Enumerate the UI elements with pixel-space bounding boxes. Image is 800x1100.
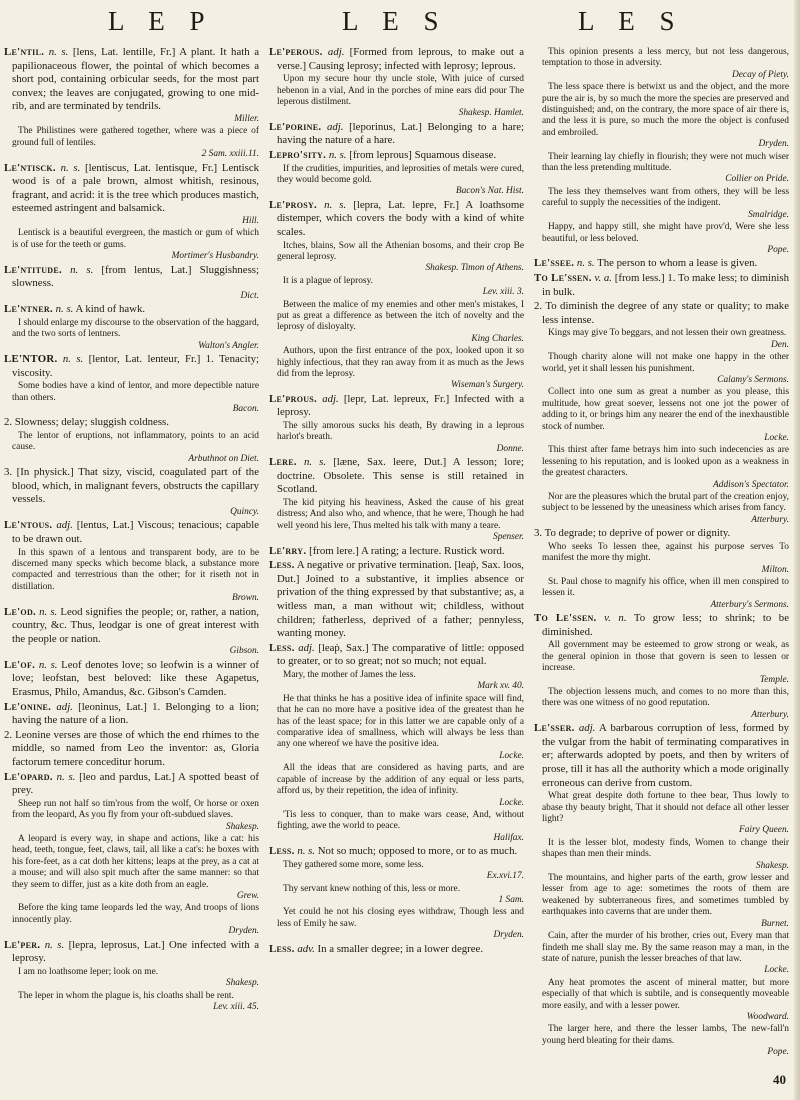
dictionary-entry — [4, 939, 259, 990]
entry-source: Bacon. — [232, 404, 259, 414]
entry-quotation: He that thinks he has a positive idea of infinite space will find, that he can no more have a positive idea of the greatest than he has of the least space; for in this latter we are capable only of a comparative idea of smallness, which will always be less than any one whereof we have the positive idea. — [277, 693, 524, 750]
entry-part-of-speech: adv. — [297, 942, 315, 955]
dictionary-entry — [269, 559, 524, 641]
entry-source: Milton. — [761, 564, 789, 575]
entry-headword: Le'prosy. — [269, 198, 318, 211]
dictionary-entry — [269, 884, 524, 907]
entry-source: Walton's Angler. — [198, 340, 259, 351]
entry-headword: Less. — [269, 942, 295, 955]
entry-etymology: [lentor, Lat. lenteur, Fr.] — [88, 353, 201, 365]
running-header — [0, 6, 800, 40]
entry-quotation: Mary, the mother of James the less. — [283, 670, 416, 681]
entry-headword: Le'ntous. — [4, 519, 53, 532]
dictionary-entry — [4, 606, 259, 658]
dictionary-entry — [534, 257, 789, 271]
entry-headword: Le'ntitude. — [4, 263, 62, 276]
entry-source: Shakesp. — [225, 821, 259, 832]
entry-part-of-speech: n. s. — [39, 605, 58, 618]
dictionary-entry — [4, 659, 259, 700]
dictionary-entry — [534, 873, 789, 930]
entry-part-of-speech: n. s. — [56, 770, 76, 783]
entry-etymology: [from lere.] — [309, 544, 359, 557]
entry-source: Atterbury. — [751, 514, 789, 525]
entry-part-of-speech: v. n. — [604, 612, 627, 625]
entry-etymology: [lepr, Lat. lepreux, Fr.] — [343, 392, 450, 405]
entry-definition: 1. Belonging to a lion; having the nature of a lion. — [12, 700, 259, 727]
entry-source: Atterbury. — [751, 709, 789, 720]
entry-definition: 1. Tenacity; viscosity. — [12, 353, 259, 379]
entry-quotation: All the ideas that are considered as having parts, and are capable of increase by the addition of any equal or less parts, afford us, by their repetition, the idea of infinity. — [277, 763, 524, 797]
entry-source: Miller. — [234, 113, 259, 124]
entry-part-of-speech: n. s. — [48, 46, 69, 58]
entry-part-of-speech: adj. — [578, 722, 596, 735]
entry-quotation: Itches, blains, Sow all the Athenian bosoms, and their crop Be general leprosy. — [277, 240, 524, 262]
dictionary-entry — [269, 276, 524, 299]
entry-definition: Not so much; opposed to more, or to as much. — [317, 845, 518, 858]
entry-part-of-speech: n. s. — [328, 149, 347, 161]
entry-quotation: Collect into one sum as great a number as you please, this multitude, how great soever, lessens not one jot the power of adding to it, or brings him any nearer the end of the inexhaustible stock of number. — [542, 387, 789, 432]
dictionary-entry — [4, 519, 259, 604]
entry-definition: Causing leprosy; infected with leprosy; leprous. — [308, 59, 516, 72]
entry-source: Spenser. — [493, 532, 524, 543]
entry-part-of-speech: n. s. — [55, 303, 74, 316]
entry-definition: A spotted beast of prey. — [12, 770, 259, 797]
entry-source: Smalridge. — [748, 209, 789, 220]
entry-quotation: Authors, upon the first entrance of the pox, looked upon it so highly infectious, that they ran away from it as much as the Jews did from the leprosy. — [277, 346, 524, 380]
entry-source: Temple. — [759, 674, 789, 685]
dictionary-entry — [534, 687, 789, 721]
dictionary-entry — [269, 694, 524, 762]
entry-definition: A barbarous corruption of less, formed by the vulgar from the habit of terminating comparatives in er; afterwards adopted by poets, and then by writers of prose, till it has all the authority which a mode originally erroneous can derive from custom. — [542, 722, 789, 789]
dictionary-entry — [4, 264, 259, 303]
entry-source: 2 Sam. xxiii.11. — [201, 149, 259, 160]
entry-definition: 3. To degrade; to deprive of power or dignity. — [534, 527, 731, 540]
entry-source: Lev. xiii. 3. — [482, 287, 524, 298]
entry-quotation: A leopard is every way, in shape and actions, like a cat: his head, teeth, tongue, feet, claws, tail, all like a cat's: he boxes with his fore-feet, as a cat doth her kittens; leaps at the prey, as a cat at a mouse; and will also spit much after the same manner: so that they seem to differ, just as a kite doth from an eagle. — [12, 833, 259, 890]
dictionary-entry — [269, 642, 524, 693]
entry-part-of-speech: adj. — [56, 700, 73, 713]
entry-quotation: In this spawn of a lentous and transparent body, are to be discerned many specks which become black, a substance more compacted and terrestrious than the other; for it riseth not in distillation. — [12, 547, 259, 592]
entry-part-of-speech: adj. — [322, 392, 339, 405]
entry-source: Mark xv. 40. — [477, 681, 524, 692]
dictionary-entry — [4, 771, 259, 833]
dictionary-entry — [4, 903, 259, 937]
entry-definition: Infected with a leprosy. — [277, 392, 524, 419]
entry-quotation: Cain, after the murder of his brother, cries out, Every man that findeth me shall slay me. By the same reason may a man, in the state of nature, punish the lesser breaches of that law. — [542, 931, 789, 964]
entry-quotation: Lentisck is a beautiful evergreen, the mastich or gum of which is of use for the teeth or gums. — [12, 228, 259, 250]
dictionary-entry — [534, 978, 789, 1024]
entry-quotation: Their learning lay chiefly in flourish; they were not much wiser than the less pretending multitude. — [542, 151, 789, 174]
entry-part-of-speech: n. s. — [303, 456, 327, 469]
entry-headword: Lepro'sity. — [269, 149, 327, 161]
entry-source: Bacon's Nat. Hist. — [455, 186, 524, 197]
entry-headword: Le'od. — [4, 605, 37, 618]
entry-source: Donne. — [496, 443, 524, 454]
columns — [4, 46, 790, 1086]
dictionary-entry — [534, 492, 789, 526]
entry-source: Locke. — [764, 432, 789, 443]
entry-quotation: Who seeks To lessen thee, against his purpose serves To manifest the more thy might. — [542, 541, 789, 564]
entry-definition: In a smaller degree; in a lower degree. — [317, 942, 484, 955]
entry-quotation: If the crudities, impurities, and leprosities of metals were cured, they would become gold. — [277, 163, 524, 185]
entry-part-of-speech: v. a. — [594, 271, 613, 284]
entry-headword: Less. — [269, 559, 295, 572]
entry-etymology: [leo and pardus, Lat.] — [79, 770, 175, 783]
dictionary-entry — [4, 701, 259, 728]
entry-source: Woodward. — [746, 1011, 789, 1022]
entry-definition: A negative or privative termination. [leaṗ, Sax. loos, Dut.] Joined to a substantive, it implies absence or privation of the thing expressed by that substantive; as, a witless man, a man without wit; childless, without children; fatherless, deprived of a father; pennyless, wanting money. — [277, 559, 524, 640]
entry-quotation: Some bodies have a kind of lentor, and more depectible nature than others. — [12, 381, 259, 403]
entry-source: Hill. — [242, 215, 259, 226]
entry-quotation: Any heat promotes the ascent of mineral matter, but more especially of that which is subtile, and is consequently moveable more easily, and with a lesser power. — [542, 977, 789, 1011]
dictionary-entry — [534, 387, 789, 444]
entry-quotation: This opinion presents a less mercy, but not less dangerous, temptation to those in adversity. — [542, 47, 789, 69]
entry-headword: Le'per. — [4, 938, 41, 951]
entry-source: Halifax. — [493, 832, 524, 843]
entry-headword: Le'ssee. — [534, 257, 575, 270]
column-left — [4, 46, 259, 1086]
dictionary-entry — [534, 931, 789, 977]
entry-etymology: [lentiscus, Lat. lentisque, Fr.] — [84, 161, 218, 174]
entry-headword: Le'porine. — [269, 120, 322, 133]
entry-definition: A kind of hawk. — [75, 303, 146, 316]
entry-quotation: They gathered some more, some less. — [283, 859, 424, 870]
entry-quotation: This thirst after fame betrays him into such indecencies as are lessening to his reputation, and is looked upon as a weakness in the greatest characters. — [542, 445, 789, 479]
entry-definition: A loathsome distemper, which covers the body with a kind of white scales. — [277, 198, 524, 238]
entry-etymology: [lepra, leprosus, Lat.] — [68, 938, 165, 951]
entry-source: Locke. — [499, 797, 524, 808]
entry-source: Dryden. — [228, 926, 259, 937]
entry-definition: 2. Leonine verses are those of which the end rhimes to the middle, so named from Leo the inventor: as, Gloria factorum temere conceditur horum. — [4, 728, 259, 768]
entry-headword: LE'NTOR. — [4, 353, 58, 365]
entry-quotation: It is the lesser blot, modesty finds, Women to change their shapes than men their minds. — [542, 837, 789, 860]
entry-headword: Le'prous. — [269, 392, 318, 405]
entry-part-of-speech: n. s. — [297, 845, 316, 858]
entry-source: Shakesp. Timon of Athens. — [425, 263, 524, 274]
dictionary-entry — [269, 346, 524, 392]
entry-definition: One infected with a leprosy. — [12, 938, 259, 965]
entry-quotation: 'Tis less to conquer, than to make wars cease, And, without fighting, awe the world to peace. — [277, 809, 524, 832]
entry-source: Grew. — [236, 891, 259, 901]
entry-source: Atterbury's Sermons. — [710, 599, 789, 610]
page-number: 40 — [773, 1072, 786, 1087]
entry-part-of-speech: n. s. — [44, 938, 65, 951]
dictionary-entry — [269, 199, 524, 275]
entry-quotation: Before the king tame leopards led the way, And troops of lions innocently play. — [12, 903, 259, 925]
entry-quotation: The mountains, and higher parts of the earth, grow lesser and lesser from age to age: sometimes the roots of them are weakened by subterraneous fires, and sometimes tumbled by earthquakes into caverns that are under them. — [542, 873, 789, 918]
entry-source: Fairy Queen. — [739, 825, 789, 836]
header-center: L E S — [342, 6, 448, 36]
entry-source: Collier on Pride. — [725, 174, 789, 185]
entry-headword: Le'rry. — [269, 544, 307, 557]
entry-quotation: Happy, and happy still, she might have prov'd, Were she less beautiful, or less beloved. — [542, 222, 789, 244]
entry-source: Dict. — [240, 290, 259, 301]
entry-source: Shakesp. — [225, 978, 259, 989]
entry-quotation: St. Paul chose to magnify his office, when ill men conspired to lessen it. — [542, 577, 789, 599]
entry-source: Wiseman's Surgery. — [450, 380, 524, 391]
entry-definition: A rating; a lecture. Rustick word. — [360, 544, 505, 557]
entry-definition: Leof denotes love; so leofwin is a winner of love; leofstan, best beloved: like these Agapetus, Erasmus, Philo, Amandus, &c. Gibson's Camden. — [12, 658, 259, 698]
dictionary-entry — [534, 352, 789, 386]
dictionary-entry — [269, 810, 524, 844]
column-middle — [269, 46, 524, 1086]
entry-source: Pope. — [767, 1047, 789, 1058]
entry-source: Burnet. — [761, 918, 789, 929]
dictionary-entry — [534, 445, 789, 491]
entry-etymology: [læne, Sax. leere, Dut.] — [333, 456, 447, 469]
dictionary-entry — [4, 162, 259, 228]
entry-headword: Le'perous. — [269, 46, 323, 58]
dictionary-entry — [534, 1024, 789, 1058]
entry-quotation: Kings may give To beggars, and not lessen their own greatness. — [548, 328, 787, 339]
entry-headword: Le'opard. — [4, 770, 53, 783]
dictionary-entry — [4, 991, 259, 1014]
entry-source: Shakesp. — [755, 860, 789, 871]
entry-quotation: It is a plague of leprosy. — [283, 275, 373, 286]
entry-headword: To Le'ssen. — [534, 271, 592, 284]
dictionary-entry — [534, 152, 789, 186]
entry-quotation: All government may be esteemed to grow strong or weak, as the general opinion in those that govern is seen to lessen or increase. — [542, 640, 789, 674]
dictionary-entry — [534, 272, 789, 299]
entry-headword: Lere. — [269, 456, 297, 469]
entry-quotation: The less space there is betwixt us and the object, and the more pure the air is, by so much the more the species are preserved and distinguished; and, on the contrary, the more space of air there is, and the less it is pure, so much the more the object is confused and embroiled. — [542, 82, 789, 138]
entry-quotation: I am no loathsome leper; look on me. — [18, 966, 159, 977]
entry-headword: Less. — [269, 641, 295, 654]
entry-quotation: Between the malice of my enemies and other men's mistakes, I put as great a difference as between the itch of novelty and the leprosy of disloyalty. — [277, 299, 524, 333]
entry-definition: Viscous; tenacious; capable to be drawn out. — [12, 519, 259, 545]
dictionary-entry — [534, 47, 789, 81]
entry-definition: Lentisck wood is of a pale brown, almost whitish, resinous, fragrant, and acrid: it is the tree which produces mastich, esteemed astringent and balsamick. — [12, 161, 259, 215]
dictionary-entry — [534, 82, 789, 150]
entry-quotation: The kid pitying his heaviness, Asked the cause of his great distress; And also who, and whence, that he were, Though he had well yeond his lere, Thus melted his talk with many a teare. — [277, 498, 524, 531]
dictionary-entry — [4, 353, 259, 415]
entry-quotation: Yet could he not his closing eyes withdraw, Though less and less of Emily he saw. — [277, 907, 524, 929]
entry-definition: 3. [In physick.] That sizy, viscid, coagulated part of the blood, which, in malignant fevers, obstructs the capillary vessels. — [4, 466, 259, 506]
dictionary-entry — [4, 46, 259, 125]
dictionary-entry — [534, 577, 789, 611]
entry-quotation: The Philistines were gathered together, where was a piece of ground full of lentiles. — [12, 126, 259, 148]
dictionary-entry — [269, 121, 524, 148]
dictionary-entry — [269, 46, 524, 120]
dictionary-entry — [4, 126, 259, 160]
dictionary-entry — [4, 729, 259, 770]
entry-definition: A lesson; lore; doctrine. Obsolete. This sense is still retained in Scotland. — [277, 456, 524, 496]
dictionary-entry — [534, 612, 789, 686]
entry-quotation: I should enlarge my discourse to the observation of the haggard, and the two sorts of lentners. — [12, 317, 259, 340]
entry-source: Addison's Spectator. — [713, 479, 789, 490]
entry-source: Quincy. — [230, 507, 259, 517]
dictionary-entry — [269, 300, 524, 346]
entry-headword: Le'of. — [4, 658, 36, 671]
dictionary-entry — [4, 416, 259, 465]
entry-quotation: The objection lessens much, and comes to no more than this, there was one witness of no good reputation. — [542, 687, 789, 709]
dictionary-entry — [269, 149, 524, 198]
entry-quotation: The less they themselves want from others, they will be less careful to supply the necessities of the indigent. — [542, 186, 789, 209]
entry-quotation: What great despite doth fortune to thee bear, Thus lowly to abase thy beauty bright, That it should not deface all other lesser light? — [542, 791, 789, 825]
dictionary-entry — [4, 834, 259, 902]
entry-source: Lev. xiii. 45. — [213, 1002, 259, 1013]
entry-source: Dryden. — [493, 930, 524, 941]
dictionary-entry — [4, 466, 259, 518]
entry-part-of-speech: adj. — [298, 641, 315, 654]
entry-etymology: [leoninus, Lat.] — [78, 700, 147, 713]
dictionary-entry — [534, 222, 789, 256]
entry-definition: The comparative of little: opposed to greater, or to so great; not so much; not equal. — [277, 641, 524, 668]
entry-quotation: The silly amorous sucks his death, By drawing in a leprous harlot's breath. — [277, 421, 524, 443]
dictionary-entry — [534, 722, 789, 837]
entry-source: Arbuthnot on Diet. — [188, 453, 259, 464]
entry-source: Shakesp. Hamlet. — [458, 108, 524, 119]
entry-etymology: [lentus, Lat.] — [76, 519, 134, 532]
entry-source: Pope. — [767, 244, 789, 255]
entry-part-of-speech: n. s. — [62, 353, 84, 365]
entry-headword: To Le'ssen. — [534, 612, 597, 625]
entry-etymology: [leaṗ, Sax.] — [318, 641, 369, 654]
entry-etymology: [Formed from leprous, to make out a verse.] — [277, 46, 524, 72]
entry-source: Brown. — [232, 593, 259, 604]
entry-part-of-speech: n. s. — [38, 658, 58, 671]
header-left: L E P — [108, 6, 214, 36]
entry-etymology: [from leprous] — [349, 149, 412, 161]
entry-definition: 2. Slowness; delay; sluggish coldness. — [4, 416, 169, 429]
entry-quotation: The leper in whom the plague is, his cloaths shall be rent. — [18, 990, 234, 1001]
entry-source: Dryden. — [758, 139, 789, 150]
dictionary-entry — [269, 907, 524, 941]
column-right — [534, 46, 789, 1086]
entry-part-of-speech: n. s. — [60, 161, 81, 174]
dictionary-entry — [534, 187, 789, 221]
entry-definition: Sluggishness; slowness. — [12, 263, 259, 290]
page-edge — [794, 0, 800, 1100]
entry-definition: The person to whom a lease is given. — [597, 257, 758, 270]
entry-source: Den. — [771, 339, 789, 350]
entry-source: 1 Sam. — [498, 894, 524, 905]
dictionary-entry — [269, 456, 524, 543]
entry-definition: To grow less; to shrink; to be diminished. — [542, 612, 789, 638]
dictionary-entry — [269, 943, 524, 957]
entry-part-of-speech: adj. — [326, 120, 344, 133]
dictionary-entry — [534, 838, 789, 872]
entry-definition: Squamous disease. — [414, 149, 497, 161]
entry-source: Gibson. — [229, 646, 259, 657]
entry-quotation: Upon my secure hour thy uncle stole, With juice of cursed hebenon in a vial, And in the porches of mine ears did pour The leperous distilment. — [277, 74, 524, 107]
entry-quotation: Thy servant knew nothing of this, less or more. — [283, 883, 461, 894]
dictionary-entry — [534, 300, 789, 351]
entry-part-of-speech: n. s. — [70, 263, 94, 276]
dictionary-entry — [4, 228, 259, 262]
entry-source: Locke. — [499, 750, 524, 761]
entry-quotation: The larger here, and there the lesser lambs, The new-fall'n young herd bleating for their dams. — [542, 1024, 789, 1046]
entry-part-of-speech: adj. — [327, 46, 345, 58]
dictionary-entry — [269, 845, 524, 882]
entry-etymology: [from less.] — [614, 271, 665, 284]
entry-definition: A plant. It hath a papilionaceous flower, the pointal of which becomes a short pod, containing orbicular seeds, for the most part convex; the leaves are conjugated, growing to one mid-rib, and are terminated by tendrils. — [12, 46, 259, 113]
dictionary-entry — [269, 393, 524, 455]
entry-source: Decay of Piety. — [731, 69, 789, 80]
entry-etymology: [from lentus, Lat.] — [101, 263, 192, 276]
entry-etymology: [lepra, Lat. lepre, Fr.] — [353, 198, 459, 211]
entry-quotation: Though charity alone will not make one happy in the other world, yet it shall lessen his punishment. — [542, 352, 789, 374]
entry-quotation: Nor are the pleasures which the brutal part of the creation enjoy, subject to be lessened by the uneasiness which arises from fancy. — [542, 491, 789, 514]
entry-quotation: The lentor of eruptions, not inflammatory, points to an acid cause. — [12, 431, 259, 453]
entry-source: King Charles. — [471, 333, 524, 344]
entry-source: Locke. — [764, 965, 789, 976]
entry-source: Mortimer's Husbandry. — [171, 251, 259, 262]
entry-part-of-speech: n. s. — [576, 257, 595, 270]
entry-definition: 2. To diminish the degree of any state or quality; to make less intense. — [534, 300, 789, 326]
header-right: L E S — [578, 6, 684, 36]
entry-part-of-speech: adj. — [56, 519, 73, 532]
dictionary-entry — [269, 545, 524, 559]
dictionary-entry — [534, 527, 789, 576]
entry-headword: Less. — [269, 845, 295, 858]
entry-headword: Le'ntner. — [4, 303, 53, 316]
entry-headword: Le'sser. — [534, 722, 575, 735]
entry-etymology: [lens, Lat. lentille, Fr.] — [72, 46, 176, 58]
entry-definition: Belonging to a hare; having the nature of a hare. — [277, 120, 524, 147]
entry-headword: Le'ntil. — [4, 46, 45, 58]
entry-quotation: Sheep run not half so tim'rous from the wolf, Or horse or oxen from the leopard, As you fly from your oft-subdued slaves. — [12, 798, 259, 821]
entry-headword: Le'onine. — [4, 700, 52, 713]
entry-definition: 1. To make less; to diminish in bulk. — [542, 271, 789, 298]
entry-headword: Le'ntisck. — [4, 161, 56, 174]
entry-definition: Leod signifies the people; or, rather, a nation, country, &c. Thus, leodgar is one of great interest with the people or nation. — [12, 605, 259, 645]
dictionary-entry — [4, 303, 259, 352]
dictionary-entry — [269, 763, 524, 809]
entry-source: Calamy's Sermons. — [717, 374, 789, 385]
entry-etymology: [leporinus, Lat.] — [349, 120, 422, 133]
entry-source: Ex.xvi.17. — [486, 871, 524, 882]
entry-part-of-speech: n. s. — [324, 198, 347, 211]
